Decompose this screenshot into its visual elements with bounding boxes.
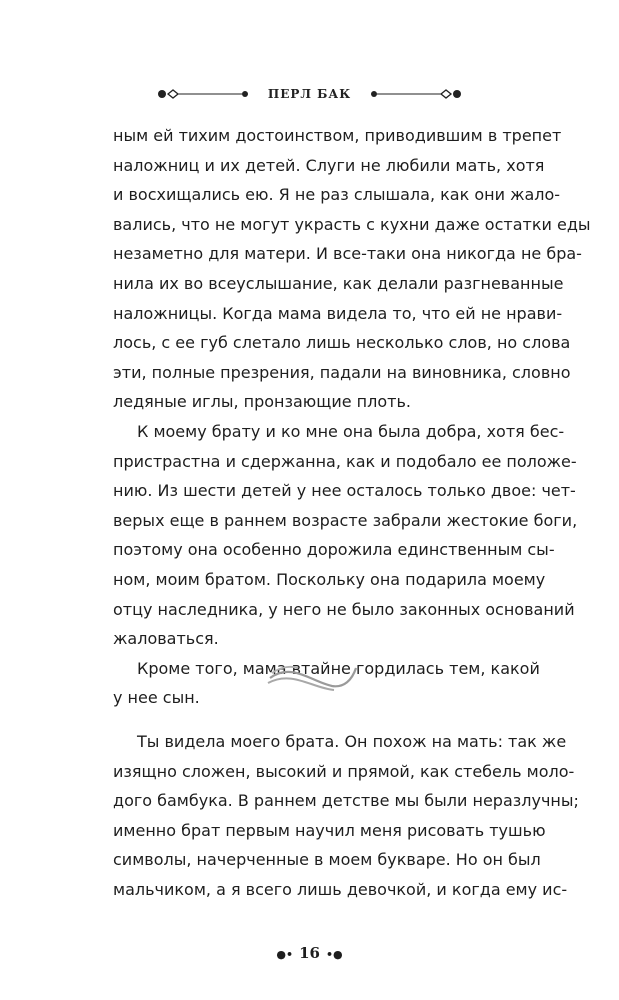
text-line: у нее сын. <box>113 688 200 708</box>
text-line: ледяные иглы, пронзающие плоть. <box>113 392 411 412</box>
text-line: наложницы. Когда мама видела то, что ей не нрави- <box>113 303 563 323</box>
paragraph <box>113 727 579 905</box>
text-line: поэтому она особенно дорожила единственным сы- <box>113 540 555 560</box>
text-line: мальчиком, а я всего лишь девочкой, и когда ему ис- <box>113 879 568 899</box>
page-number: 16 <box>299 944 320 962</box>
text-line: жаловаться. <box>113 629 219 649</box>
text-line: Кроме того, мама втайне гордилась тем, какой <box>137 658 540 678</box>
book-author-title: ПЕРЛ БАК <box>267 86 352 101</box>
page-footer <box>0 944 619 962</box>
text-line: незаметно для матери. И все-таки она никогда не бра- <box>113 244 582 264</box>
text-line: изящно сложен, высокий и прямой, как стебель моло- <box>113 761 575 781</box>
text-line: и восхищались ею. Я не раз слышала, как они жало- <box>113 185 561 205</box>
left-footer-ornament-icon: ●• <box>276 947 294 961</box>
text-line: верых еще в раннем возрасте забрали жестокие боги, <box>113 510 578 530</box>
text-line: нию. Из шести детей у нее осталось только двое: чет- <box>113 481 576 501</box>
body-text-top <box>113 121 591 713</box>
text-line: пристрастна и сдержанна, как и подобало ее положе- <box>113 451 577 471</box>
text-line: ным ей тихим достоинством, приводившим в трепет <box>113 126 562 145</box>
running-header <box>0 86 619 101</box>
text-line: эти, полные презрения, падали на виновника, словно <box>113 362 571 382</box>
text-line: символы, начерченные в моем букваре. Но он был <box>113 850 541 870</box>
text-line: К моему брату и ко мне она была добра, хотя бес- <box>137 421 565 441</box>
paragraph <box>113 121 591 417</box>
text-line: наложниц и их детей. Слуги не любили мать, хотя <box>113 155 545 175</box>
section-divider-wave-icon <box>262 660 358 694</box>
text-line: вались, что не могут украсть с кухни даже остатки еды <box>113 214 591 234</box>
text-line: Ты видела моего брата. Он похож на мать: так же <box>137 732 567 751</box>
right-footer-ornament-icon: •● <box>325 947 343 961</box>
text-line: нила их во всеуслышание, как делали разгневанные <box>113 273 564 293</box>
body-text-bottom <box>113 727 579 905</box>
left-ornament-icon <box>156 88 251 100</box>
text-line: ном, моим братом. Поскольку она подарила моему <box>113 569 546 589</box>
paragraph <box>113 417 578 654</box>
right-ornament-icon <box>368 88 463 100</box>
text-line: дого бамбука. В раннем детстве мы были неразлучны; <box>113 791 579 811</box>
text-line: именно брат первым научил меня рисовать тушью <box>113 820 546 840</box>
text-line: лось, с ее губ слетало лишь несколько слов, но слова <box>113 333 571 353</box>
text-line: отцу наследника, у него не было законных оснований <box>113 599 575 619</box>
